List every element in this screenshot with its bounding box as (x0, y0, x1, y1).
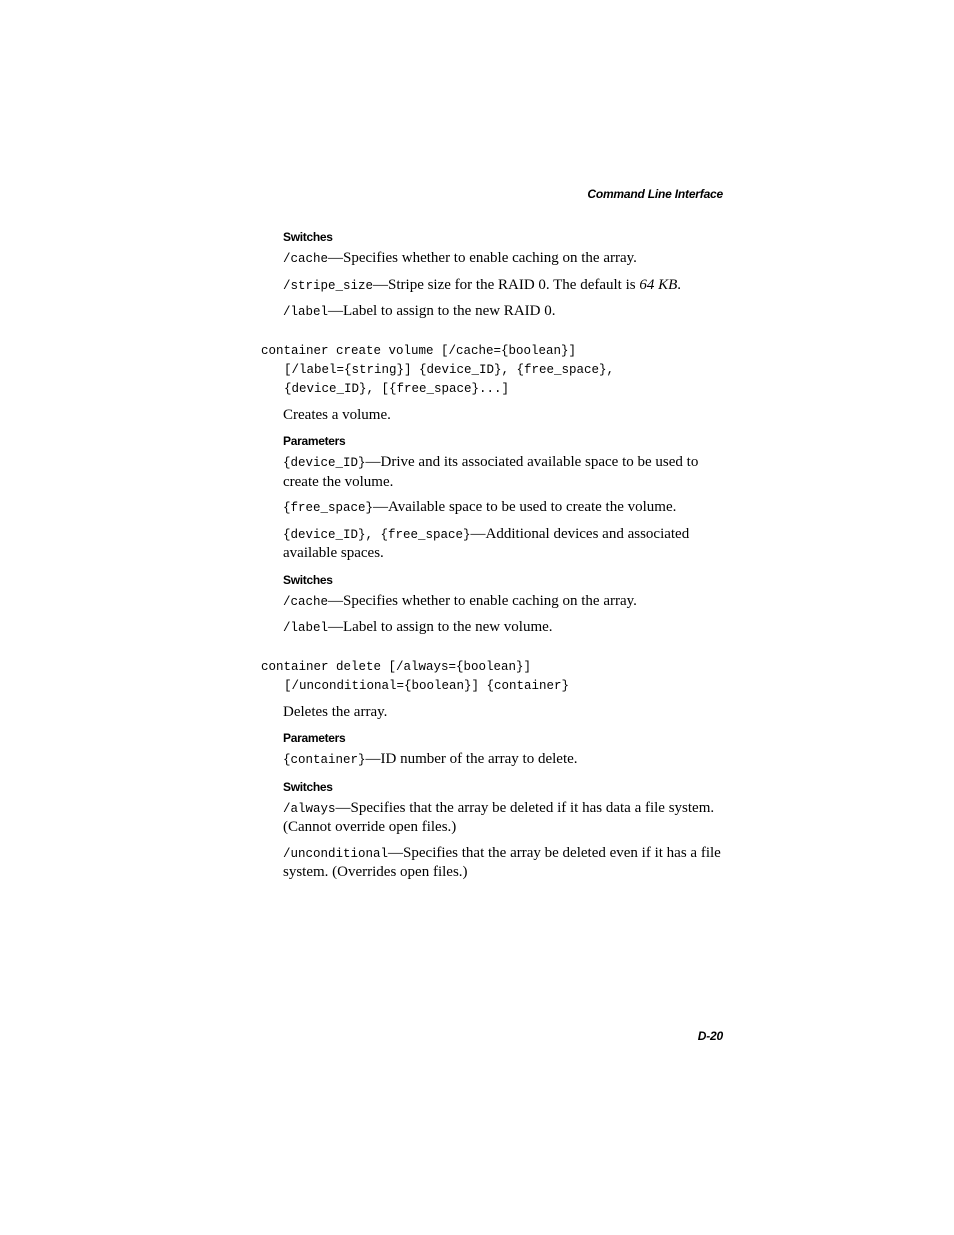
parameter-code: {free_space} (283, 501, 374, 515)
switch-code: /unconditional (283, 846, 389, 861)
switch-description: —Specifies whether to enable caching on the array. (328, 592, 637, 609)
switch-unconditional (283, 844, 731, 882)
delete-details (283, 703, 731, 882)
parameter-code: {device_ID}, {free_space} (283, 527, 471, 542)
switches-heading: Switches (283, 779, 333, 794)
parameter-container (283, 750, 731, 770)
command-create-volume (261, 342, 731, 399)
default-value: 64 KB (639, 276, 678, 293)
create-volume-details (283, 406, 731, 638)
switch-stripe-size (283, 276, 731, 296)
switch-description: —Label to assign to the new RAID 0. (328, 303, 556, 319)
switch-description: —Specifies that the array be deleted if it has data a file system. (Cannot override open files.) (283, 799, 715, 835)
switch-code: /label (283, 305, 329, 319)
parameter-description: —Additional devices and associated available spaces. (283, 525, 690, 561)
switch-description-end: . (677, 276, 682, 293)
parameter-code: {container} (283, 753, 366, 767)
switch-label (283, 302, 731, 322)
switch-code: /cache (283, 594, 329, 609)
switch-code: /cache (283, 252, 329, 266)
switch-description: —Stripe size for the RAID 0. The default is (373, 276, 640, 293)
parameter-code: {device_ID} (283, 456, 366, 470)
command-description: Deletes the array. (283, 703, 388, 720)
command-line: container create volume [/cache={boolean}] (261, 343, 577, 358)
parameter-device-id (283, 453, 731, 491)
parameter-description: —Available space to be used to create the volume. (373, 499, 677, 515)
switch-cache (283, 592, 731, 612)
parameter-description: —Drive and its associated available space to be used to create the volume. (283, 454, 699, 490)
command-description: Creates a volume. (283, 406, 391, 423)
running-header: Command Line Interface (587, 187, 723, 201)
command-line: {device_ID}, [{free_space}...] (284, 381, 510, 396)
switch-description: —Specifies that the array be deleted even if it has a file system. (Overrides open files.) (283, 844, 721, 880)
switch-label (283, 618, 731, 638)
command-delete (261, 658, 731, 696)
command-line: [/label={string}] {device_ID}, {free_space}, (284, 362, 615, 377)
switch-code: /always (283, 801, 336, 816)
switch-cache (283, 249, 731, 269)
command-line: [/unconditional={boolean}] {container} (284, 678, 570, 693)
switch-description: —Label to assign to the new volume. (328, 619, 553, 635)
switch-description: —Specifies whether to enable caching on the array. (328, 250, 637, 266)
switch-code: /stripe_size (283, 278, 374, 293)
parameters-heading: Parameters (283, 731, 346, 745)
switch-code: /label (283, 621, 329, 635)
switches-heading: Switches (283, 572, 333, 587)
raid0-switches-block (283, 228, 731, 322)
command-line: container delete [/always={boolean}] (261, 659, 532, 674)
switches-heading: Switches (283, 230, 333, 244)
page-content (261, 228, 731, 882)
switch-always (283, 799, 731, 837)
parameter-free-space (283, 498, 731, 518)
parameter-additional (283, 525, 731, 563)
page-number: D-20 (697, 1029, 723, 1043)
parameters-heading: Parameters (283, 434, 346, 448)
parameter-description: —ID number of the array to delete. (365, 751, 578, 767)
